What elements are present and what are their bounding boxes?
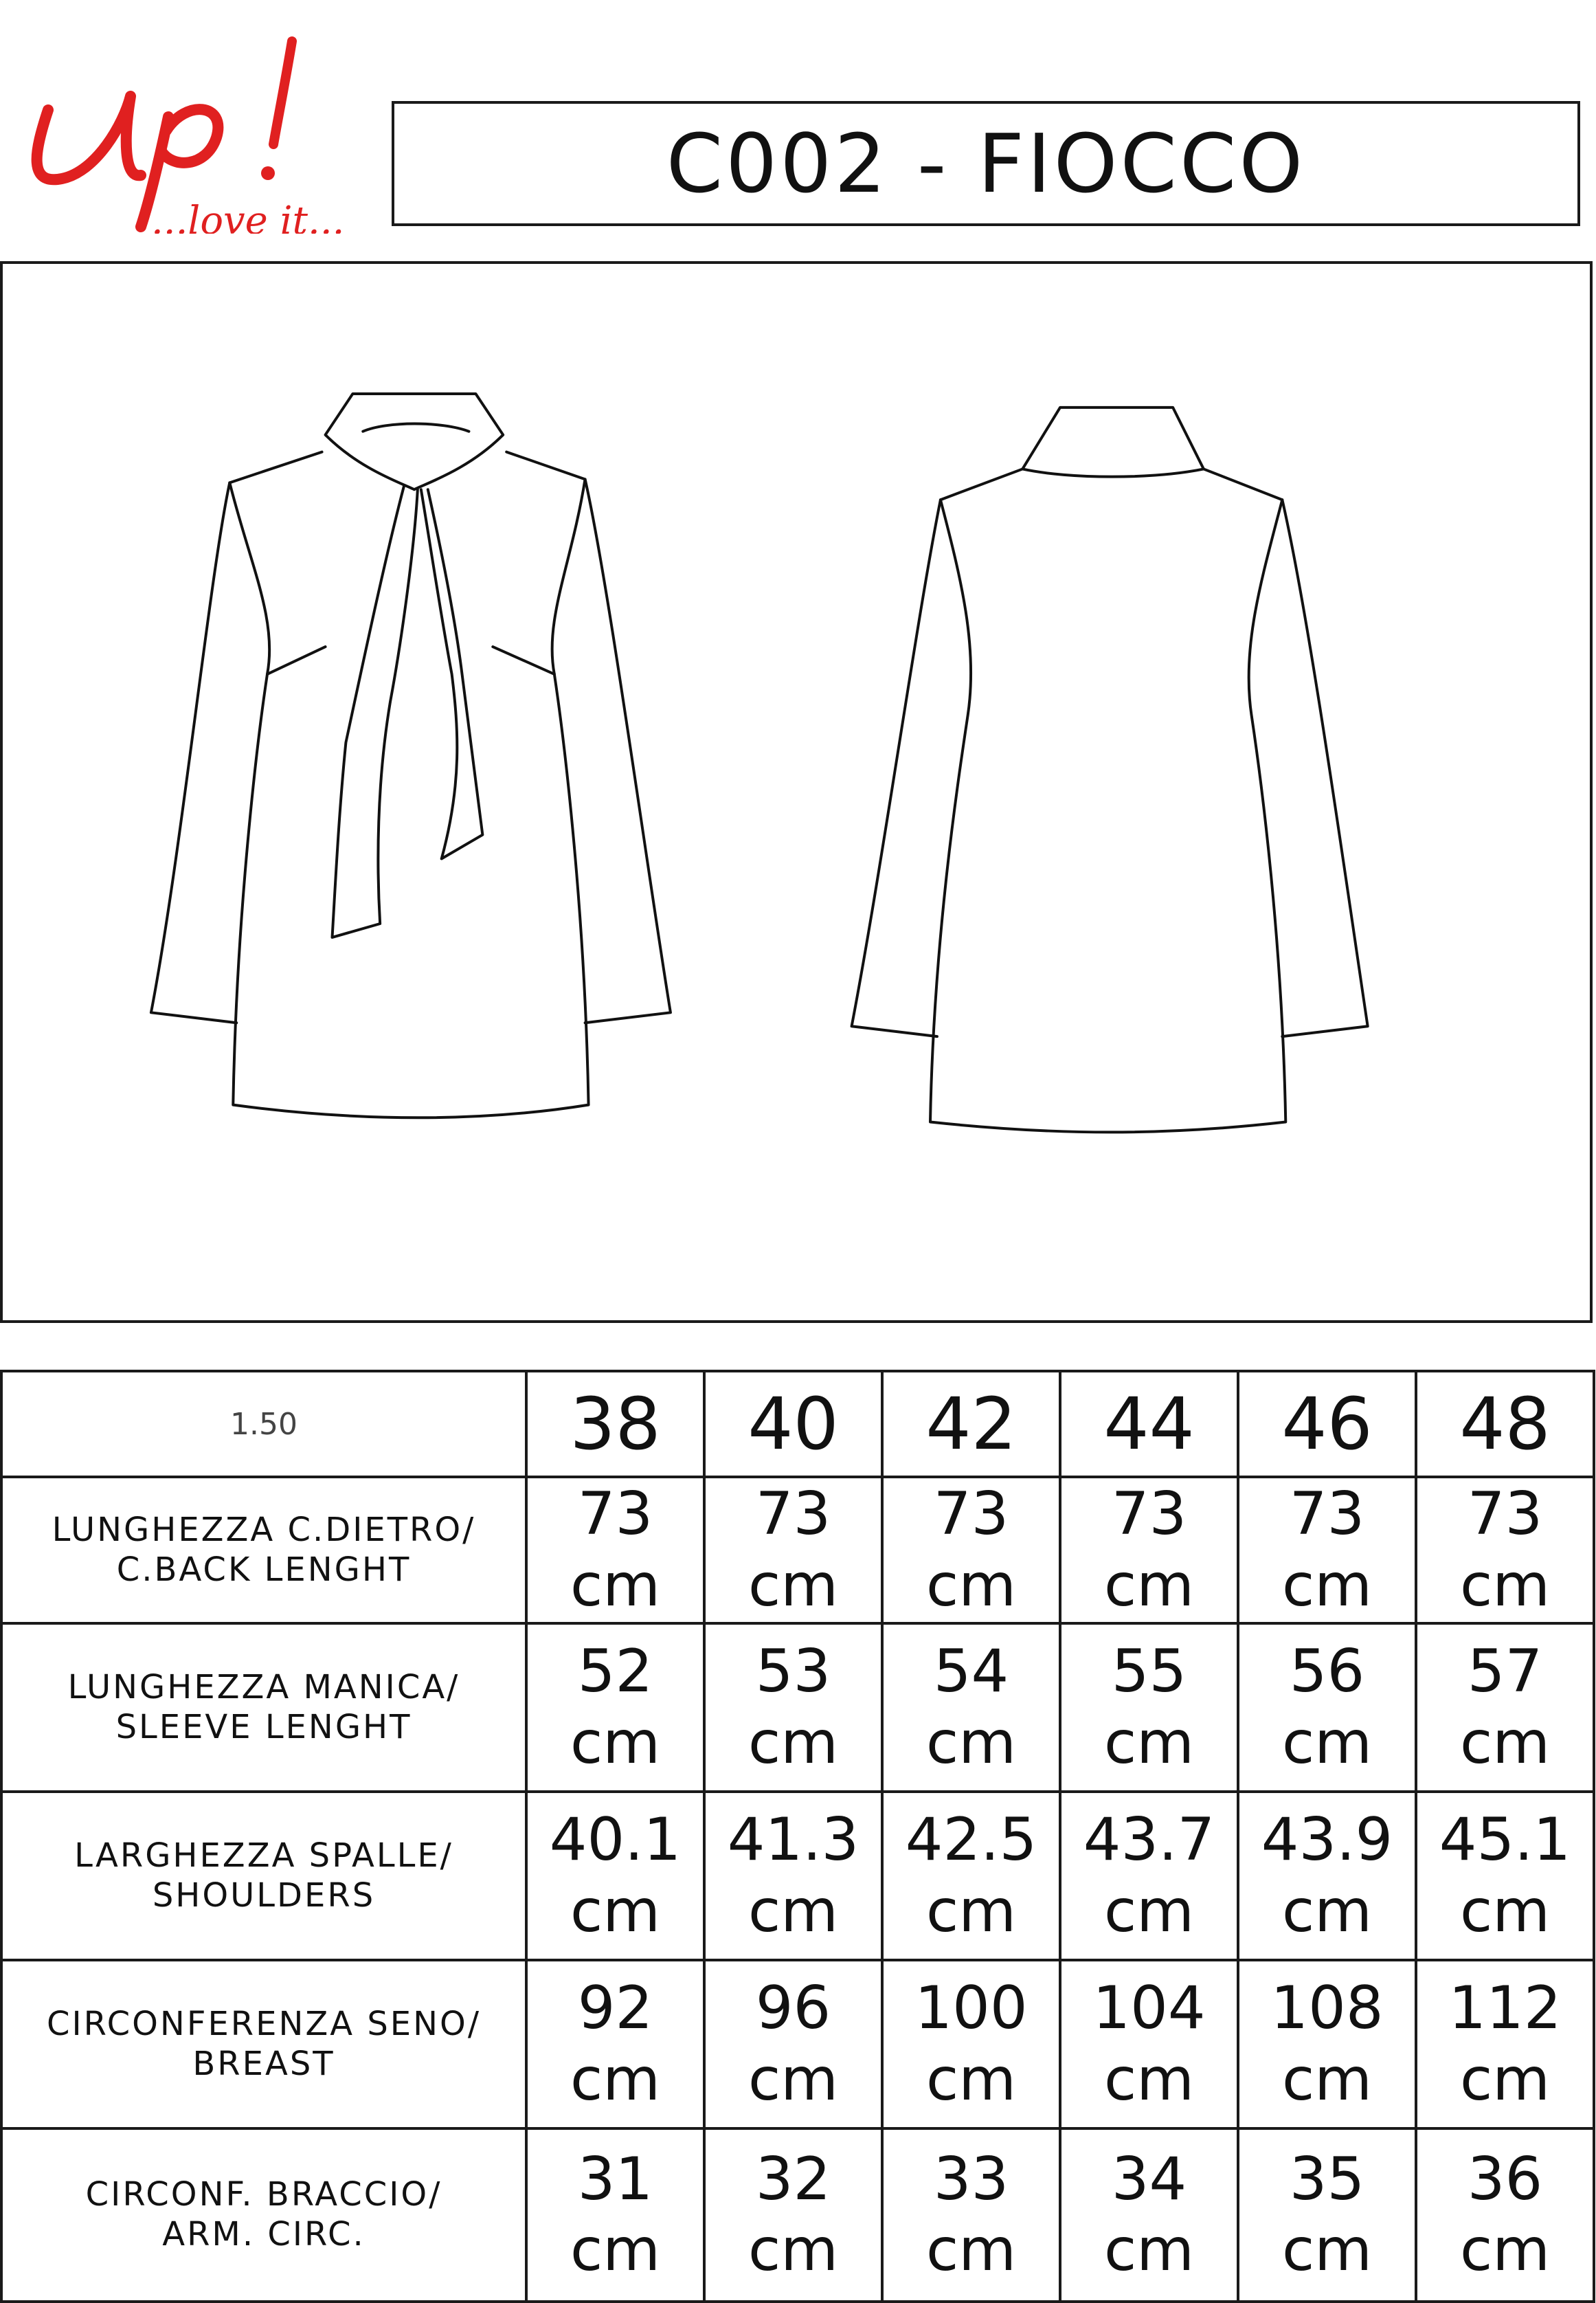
row-label [1,1477,526,1623]
measurement-value: 73 [1467,1480,1543,1549]
measurement-value: 73 [1289,1480,1365,1549]
size-header-40: 40 [704,1371,882,1477]
row-label-italian: LUNGHEZZA MANICA/ [67,1667,460,1706]
measurement-value: 45.1 [1439,1805,1571,1875]
measurement-value: 108 [1270,1974,1384,2043]
measurement-unit: cm [1103,1550,1195,1620]
measurement-cell [1238,1960,1416,2128]
measurement-cell [882,1623,1060,1792]
measurement-unit: cm [570,1550,661,1620]
measurement-value: 41.3 [727,1805,859,1875]
row-label-italian: LARGHEZZA SPALLE/ [74,1836,453,1875]
measurement-value: 43.7 [1083,1805,1215,1875]
size-header-42: 42 [882,1371,1060,1477]
measurement-unit: cm [748,2045,839,2114]
measurement-unit: cm [1281,1550,1373,1620]
measurement-value: 112 [1448,1974,1562,2043]
measurement-cell [1416,1792,1594,1960]
row-label-italian: CIRCONFERENZA SENO/ [47,2004,481,2043]
brand-logo-graphic [21,27,344,234]
measurement-value: 73 [755,1480,831,1549]
measurement-cell [526,2128,704,2302]
measurement-unit: cm [748,2216,839,2284]
measurement-unit: cm [925,1876,1017,1946]
size-header-48: 48 [1416,1371,1594,1477]
table-corner-label: 1.50 [1,1371,526,1477]
measurement-unit: cm [570,1876,661,1946]
row-label-italian: CIRCONF. BRACCIO/ [85,2175,442,2214]
row-arm-circumference [1,2128,1594,2302]
measurement-unit: cm [1459,1550,1551,1620]
measurement-cell [704,1623,882,1792]
row-label [1,1960,526,2128]
measurement-unit: cm [748,1550,839,1620]
measurement-cell [882,1792,1060,1960]
measurement-cell [882,1477,1060,1623]
measurement-value: 56 [1289,1637,1365,1706]
size-header-row [1,1371,1594,1477]
measurement-cell [526,1960,704,2128]
measurement-cell [1416,1477,1594,1623]
measurement-cell [1060,1623,1238,1792]
front-view-sketch [151,394,671,1117]
row-label-english: C.BACK LENGHT [116,1550,412,1589]
measurement-unit: cm [748,1708,839,1777]
row-back-length [1,1477,1594,1623]
measurement-value: 42.5 [905,1805,1037,1875]
measurement-cell [1060,1477,1238,1623]
measurement-cell [1238,1623,1416,1792]
measurement-value: 32 [755,2144,831,2214]
measurement-cell [526,1623,704,1792]
measurement-value: 40.1 [549,1805,682,1875]
measurement-value: 73 [577,1480,653,1549]
measurement-unit: cm [1281,2045,1373,2114]
product-title: C002 - FIOCCO [666,116,1306,211]
measurement-value: 55 [1111,1637,1187,1706]
measurement-cell [526,1792,704,1960]
row-label [1,1623,526,1792]
measurement-cell [1060,1792,1238,1960]
measurement-unit: cm [1459,1708,1551,1777]
measurement-value: 35 [1289,2144,1365,2214]
measurement-cell [704,1477,882,1623]
row-label-italian: LUNGHEZZA C.DIETRO/ [52,1510,476,1549]
measurement-cell [704,1960,882,2128]
measurement-value: 43.9 [1261,1805,1393,1875]
measurement-value: 100 [914,1974,1028,2043]
measurement-cell [1238,1477,1416,1623]
measurement-unit: cm [1281,2216,1373,2284]
measurement-value: 53 [755,1637,831,1706]
row-breast [1,1960,1594,2128]
measurement-value: 34 [1111,2144,1187,2214]
measurement-unit: cm [925,2216,1017,2284]
measurement-unit: cm [925,1550,1017,1620]
measurement-unit: cm [1281,1876,1373,1946]
measurement-cell [1416,1960,1594,2128]
measurement-cell [1238,2128,1416,2302]
measurement-unit: cm [1103,1876,1195,1946]
measurement-value: 104 [1092,1974,1206,2043]
garment-flat-sketches [3,264,1590,1320]
size-header-44: 44 [1060,1371,1238,1477]
measurement-value: 54 [933,1637,1009,1706]
measurement-unit: cm [925,1708,1017,1777]
row-label [1,2128,526,2302]
measurement-unit: cm [570,1708,661,1777]
measurement-unit: cm [1103,1708,1195,1777]
measurement-value: 73 [1111,1480,1187,1549]
measurement-cell [1416,2128,1594,2302]
measurement-cell [1238,1792,1416,1960]
row-label-english: ARM. CIRC. [162,2215,366,2254]
measurement-unit: cm [1103,2216,1195,2284]
measurement-value: 96 [755,1974,831,2043]
measurement-cell [704,1792,882,1960]
measurement-cell [882,1960,1060,2128]
measurement-unit: cm [1103,2045,1195,2114]
measurement-value: 36 [1467,2144,1543,2214]
row-label-english: SLEEVE LENGHT [115,1707,412,1746]
measurement-value: 52 [577,1637,653,1706]
measurement-value: 92 [577,1974,653,2043]
measurement-cell [704,2128,882,2302]
measurement-cell [526,1477,704,1623]
row-label-english: BREAST [192,2044,335,2083]
measurement-unit: cm [570,2216,661,2284]
measurement-cell [1060,1960,1238,2128]
row-label-english: SHOULDERS [152,1876,376,1915]
measurement-value: 33 [933,2144,1009,2214]
back-view-sketch [852,408,1368,1133]
measurement-value: 73 [933,1480,1009,1549]
row-sleeve-length [1,1623,1594,1792]
measurement-cell [1060,2128,1238,2302]
garment-drawing-panel [0,261,1593,1323]
measurement-value: 57 [1467,1637,1543,1706]
product-title-box [392,101,1580,226]
measurement-unit: cm [570,2045,661,2114]
measurement-unit: cm [1459,1876,1551,1946]
measurement-unit: cm [1281,1708,1373,1777]
brand-tagline: ...love it... [151,199,344,234]
size-chart-table [0,1370,1595,2303]
row-shoulders [1,1792,1594,1960]
measurement-unit: cm [1459,2045,1551,2114]
size-header-38: 38 [526,1371,704,1477]
size-header-46: 46 [1238,1371,1416,1477]
row-label [1,1792,526,1960]
brand-logo [21,27,344,234]
measurement-cell [1416,1623,1594,1792]
measurement-unit: cm [925,2045,1017,2114]
measurement-value: 31 [577,2144,653,2214]
measurement-cell [882,2128,1060,2302]
measurement-unit: cm [1459,2216,1551,2284]
measurement-unit: cm [748,1876,839,1946]
